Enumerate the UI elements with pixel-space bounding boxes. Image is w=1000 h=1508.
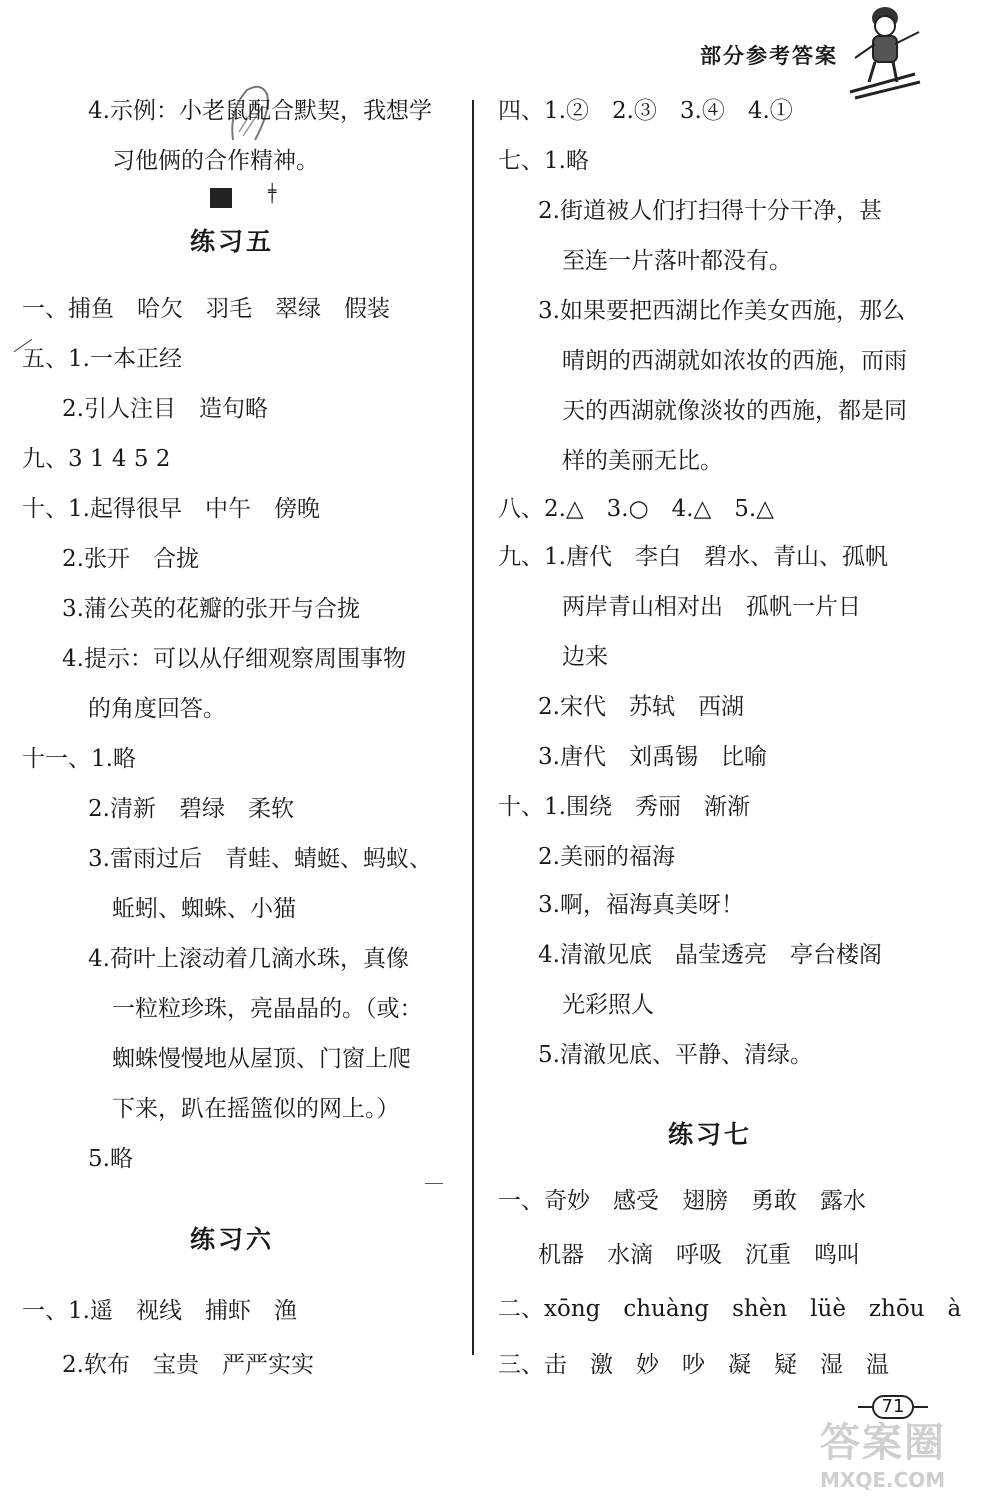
answer-line: 八、2.△ 3.○ 4.△ 5.△ bbox=[498, 496, 774, 522]
watermark-logo bbox=[820, 1420, 995, 1505]
answer-line: 3.啊，福海真美呀！ bbox=[538, 892, 744, 918]
short-rule bbox=[425, 1183, 443, 1184]
answer-line: 4.提示：可以从仔细观察周围事物 bbox=[62, 646, 406, 672]
answer-line: 2.张开 合拢 bbox=[62, 546, 199, 572]
answer-line: 光彩照人 bbox=[562, 992, 654, 1018]
column-divider bbox=[472, 100, 474, 1355]
answer-line: 一、奇妙 感受 翅膀 勇敢 露水 bbox=[498, 1188, 866, 1214]
page-number-value: 71 bbox=[872, 1395, 915, 1419]
answer-line: 两岸青山相对出 孤帆一片日 bbox=[562, 594, 861, 620]
answer-line: 蜘蛛慢慢地从屋顶、门窗上爬 bbox=[112, 1046, 411, 1072]
answer-line: 3.如果要把西湖比作美女西施，那么 bbox=[538, 298, 905, 324]
answer-line: 机器 水滴 呼吸 沉重 鸣叫 bbox=[538, 1242, 860, 1268]
answer-line: 至连一片落叶都没有。 bbox=[562, 248, 792, 274]
skier-mascot-icon bbox=[845, 2, 925, 102]
answer-line: 3.雷雨过后 青蛙、蜻蜓、蚂蚁、 bbox=[88, 846, 432, 872]
page-number bbox=[858, 1395, 928, 1419]
answer-line: 一、捕鱼 哈欠 羽毛 翠绿 假装 bbox=[22, 296, 390, 322]
answer-line: 5.略 bbox=[88, 1146, 133, 1172]
small-mark: ╪ ╵ bbox=[268, 184, 277, 212]
page-header-title: 部分参考答案 bbox=[700, 44, 838, 68]
answer-line: 十一、1.略 bbox=[22, 746, 136, 772]
answer-line: 2.引人注目 造句略 bbox=[62, 396, 268, 422]
answer-line: 下来，趴在摇篮似的网上。） bbox=[112, 1096, 400, 1122]
answer-line: 五、1.一本正经 bbox=[22, 346, 182, 372]
watermark-text: 答案圈 bbox=[820, 1420, 946, 1466]
pinyin-answer-line: 二、xōng chuàng shèn lüè zhōu à bbox=[498, 1296, 962, 1322]
answer-line: 5.清澈见底、平静、清绿。 bbox=[538, 1042, 813, 1068]
answer-line: 2.清新 碧绿 柔软 bbox=[88, 796, 294, 822]
answer-line: 蚯蚓、蜘蛛、小猫 bbox=[112, 896, 296, 922]
section-title-exercise-5: 练习五 bbox=[190, 227, 275, 256]
answer-line: 一、1.遥 视线 捕虾 渔 bbox=[22, 1298, 297, 1324]
answer-line: 习他俩的合作精神。 bbox=[112, 148, 319, 174]
answer-line: 样的美丽无比。 bbox=[562, 448, 723, 474]
answer-line: 一粒粒珍珠，亮晶晶的。（或： bbox=[112, 996, 423, 1022]
answer-line: 3.蒲公英的花瓣的张开与合拢 bbox=[62, 596, 360, 622]
section-title-exercise-7: 练习七 bbox=[668, 1120, 753, 1149]
section-title-exercise-6: 练习六 bbox=[190, 1225, 275, 1254]
answer-line: 4.荷叶上滚动着几滴水珠，真像 bbox=[88, 946, 409, 972]
answer-line: 2.软布 宝贵 严严实实 bbox=[62, 1352, 314, 1378]
answer-line: 十、1.围绕 秀丽 渐渐 bbox=[498, 794, 750, 820]
answer-line: 4.示例：小老鼠配合默契，我想学 bbox=[88, 98, 432, 124]
answer-line: 边来 bbox=[562, 644, 608, 670]
watermark-url: MXQE.COM bbox=[820, 1468, 946, 1492]
decorative-square bbox=[210, 188, 232, 208]
answer-line: 2.美丽的福海 bbox=[538, 844, 675, 870]
answer-line: 九、1.唐代 李白 碧水、青山、孤帆 bbox=[498, 544, 888, 570]
answer-line: 2.宋代 苏轼 西湖 bbox=[538, 694, 744, 720]
answer-line: 九、3 1 4 5 2 bbox=[22, 446, 171, 472]
answer-line: 天的西湖就像淡妆的西施，都是同 bbox=[562, 398, 907, 424]
answer-line: 的角度回答。 bbox=[88, 696, 226, 722]
answer-line: 四、1.② 2.③ 3.④ 4.① bbox=[498, 98, 793, 124]
answer-line: 三、击 激 妙 吵 凝 疑 湿 温 bbox=[498, 1352, 889, 1378]
answer-line: 3.唐代 刘禹锡 比喻 bbox=[538, 744, 767, 770]
answer-line: 2.街道被人们打扫得十分干净，甚 bbox=[538, 198, 882, 224]
answer-line: 七、1.略 bbox=[498, 148, 589, 174]
answer-line: 晴朗的西湖就如浓妆的西施，而雨 bbox=[562, 348, 907, 374]
answer-line: 十、1.起得很早 中午 傍晚 bbox=[22, 496, 320, 522]
answer-line: 4.清澈见底 晶莹透亮 亭台楼阁 bbox=[538, 942, 882, 968]
